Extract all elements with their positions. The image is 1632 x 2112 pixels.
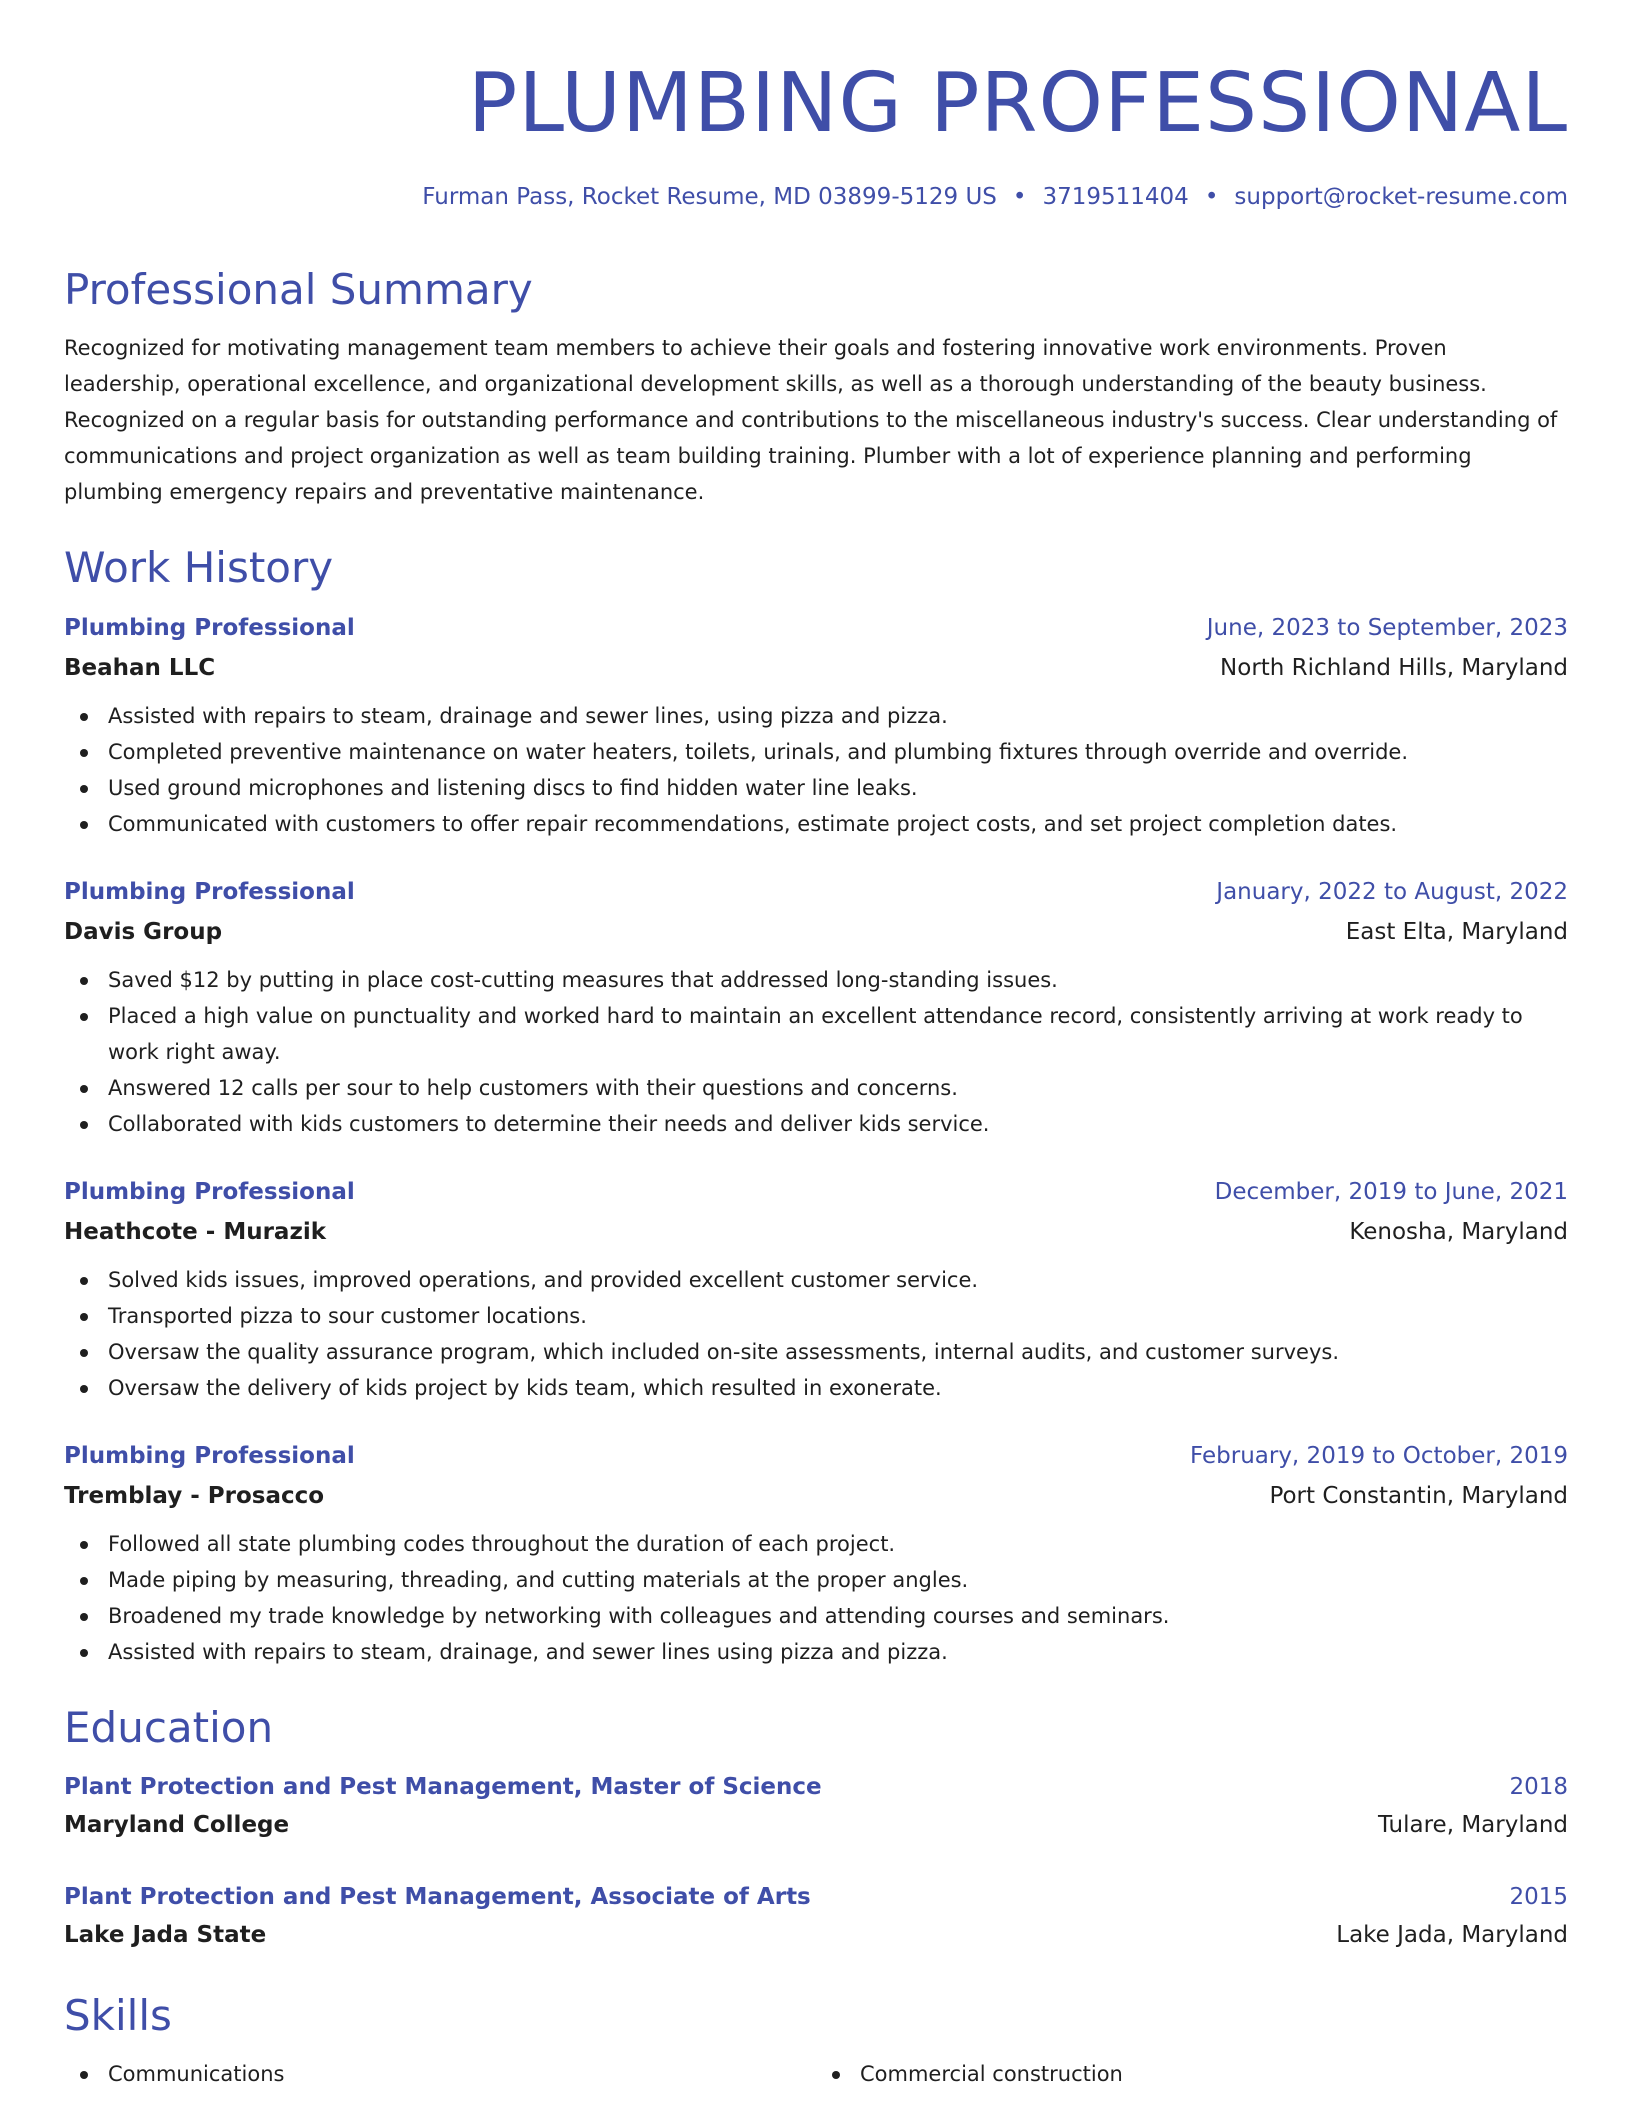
job-dates: January, 2022 to August, 2022 <box>1216 879 1568 905</box>
resume-name: PLUMBING PROFESSIONAL <box>467 56 1568 151</box>
job-location: Kenosha, Maryland <box>1349 1219 1568 1245</box>
job-entry <box>64 1172 1568 1406</box>
job-bullet: Oversaw the quality assurance program, which included on-site assessments, internal audits, and customer surveys. <box>64 1334 1568 1370</box>
summary-title: Professional Summary <box>64 265 533 314</box>
skills-section <box>64 1988 1568 2092</box>
job-bullet: Followed all state plumbing codes throughout the duration of each project. <box>64 1526 1568 1562</box>
education-school: Lake Jada State <box>64 1922 267 1948</box>
job-dates: February, 2019 to October, 2019 <box>1190 1443 1568 1469</box>
job-bullets <box>64 1526 1568 1670</box>
contact-phone: 3719511404 <box>1042 184 1189 210</box>
job-bullets <box>64 962 1568 1142</box>
education-title: Education <box>64 1703 274 1752</box>
work-history-title: Work History <box>64 543 334 592</box>
job-location: East Elta, Maryland <box>1345 919 1568 945</box>
job-bullet: Assisted with repairs to steam, drainage and sewer lines, using pizza and pizza. <box>64 698 1568 734</box>
contact-separator: • <box>1012 184 1027 210</box>
skills-right-column <box>816 2056 1568 2092</box>
education-section <box>64 1700 1568 1954</box>
job-bullet: Answered 12 calls per sour to help customers with their questions and concerns. <box>64 1070 1568 1106</box>
contact-line <box>422 180 1568 214</box>
education-location: Tulare, Maryland <box>1377 1812 1568 1838</box>
job-bullets <box>64 698 1568 842</box>
job-bullet: Solved kids issues, improved operations, and provided excellent customer service. <box>64 1262 1568 1298</box>
education-location: Lake Jada, Maryland <box>1336 1922 1568 1948</box>
education-entry <box>64 1768 1568 1844</box>
resume-content <box>64 262 1568 2092</box>
education-entry <box>64 1878 1568 1954</box>
job-dates: June, 2023 to September, 2023 <box>1206 615 1568 641</box>
job-dates: December, 2019 to June, 2021 <box>1214 1179 1568 1205</box>
job-role: Plumbing Professional <box>64 615 355 641</box>
job-company: Heathcote - Murazik <box>64 1219 327 1245</box>
education-year: 2018 <box>1509 1774 1568 1800</box>
skill-item: Communications <box>64 2056 816 2092</box>
skills-left-column <box>64 2056 816 2092</box>
job-entry <box>64 872 1568 1142</box>
skills-columns <box>64 2056 1568 2092</box>
job-bullets <box>64 1262 1568 1406</box>
contact-email: support@rocket-resume.com <box>1234 184 1568 210</box>
skill-item: Commercial construction <box>816 2056 1568 2092</box>
job-company: Tremblay - Prosacco <box>64 1483 325 1509</box>
contact-separator: • <box>1204 184 1219 210</box>
job-role: Plumbing Professional <box>64 1179 355 1205</box>
job-bullet: Completed preventive maintenance on water heaters, toilets, urinals, and plumbing fixtures through override and override. <box>64 734 1568 770</box>
job-bullet: Placed a high value on punctuality and worked hard to maintain an excellent attendance record, consistently arriving at work ready to work right away. <box>64 998 1568 1070</box>
job-bullet: Collaborated with kids customers to determine their needs and deliver kids service. <box>64 1106 1568 1142</box>
education-degree: Plant Protection and Pest Management, Associate of Arts <box>64 1884 811 1910</box>
job-company: Davis Group <box>64 919 223 945</box>
job-location: North Richland Hills, Maryland <box>1220 655 1568 681</box>
job-bullet: Transported pizza to sour customer locations. <box>64 1298 1568 1334</box>
summary-section <box>64 262 1568 510</box>
job-bullet: Saved $12 by putting in place cost-cutting measures that addressed long-standing issues. <box>64 962 1568 998</box>
contact-address: Furman Pass, Rocket Resume, MD 03899-5129 US <box>422 184 997 210</box>
job-bullet: Communicated with customers to offer repair recommendations, estimate project costs, and set project completion dates. <box>64 806 1568 842</box>
summary-text: Recognized for motivating management team members to achieve their goals and fostering innovative work environments. Proven leadership, operational excellence, and organizational development skills, as well as a thorough understanding of the beauty business. Recognized on a regular basis for outstanding performance and contributions to the miscellaneous industry's success. Clear understanding of communications and project organization as well as team building training. Plumber with a lot of experience planning and performing plumbing emergency repairs and preventative maintenance. <box>64 336 1558 504</box>
job-entry <box>64 1436 1568 1670</box>
job-role: Plumbing Professional <box>64 1443 355 1469</box>
skills-title: Skills <box>64 1991 172 2040</box>
job-bullet: Assisted with repairs to steam, drainage, and sewer lines using pizza and pizza. <box>64 1634 1568 1670</box>
education-school: Maryland College <box>64 1812 290 1838</box>
job-location: Port Constantin, Maryland <box>1269 1483 1568 1509</box>
job-company: Beahan LLC <box>64 655 216 681</box>
job-bullet: Broadened my trade knowledge by networking with colleagues and attending courses and seminars. <box>64 1598 1568 1634</box>
job-bullet: Used ground microphones and listening discs to find hidden water line leaks. <box>64 770 1568 806</box>
job-bullet: Made piping by measuring, threading, and cutting materials at the proper angles. <box>64 1562 1568 1598</box>
job-entry <box>64 608 1568 842</box>
education-year: 2015 <box>1509 1884 1568 1910</box>
education-degree: Plant Protection and Pest Management, Master of Science <box>64 1774 822 1800</box>
work-history-section <box>64 540 1568 1670</box>
job-role: Plumbing Professional <box>64 879 355 905</box>
job-bullet: Oversaw the delivery of kids project by kids team, which resulted in exonerate. <box>64 1370 1568 1406</box>
